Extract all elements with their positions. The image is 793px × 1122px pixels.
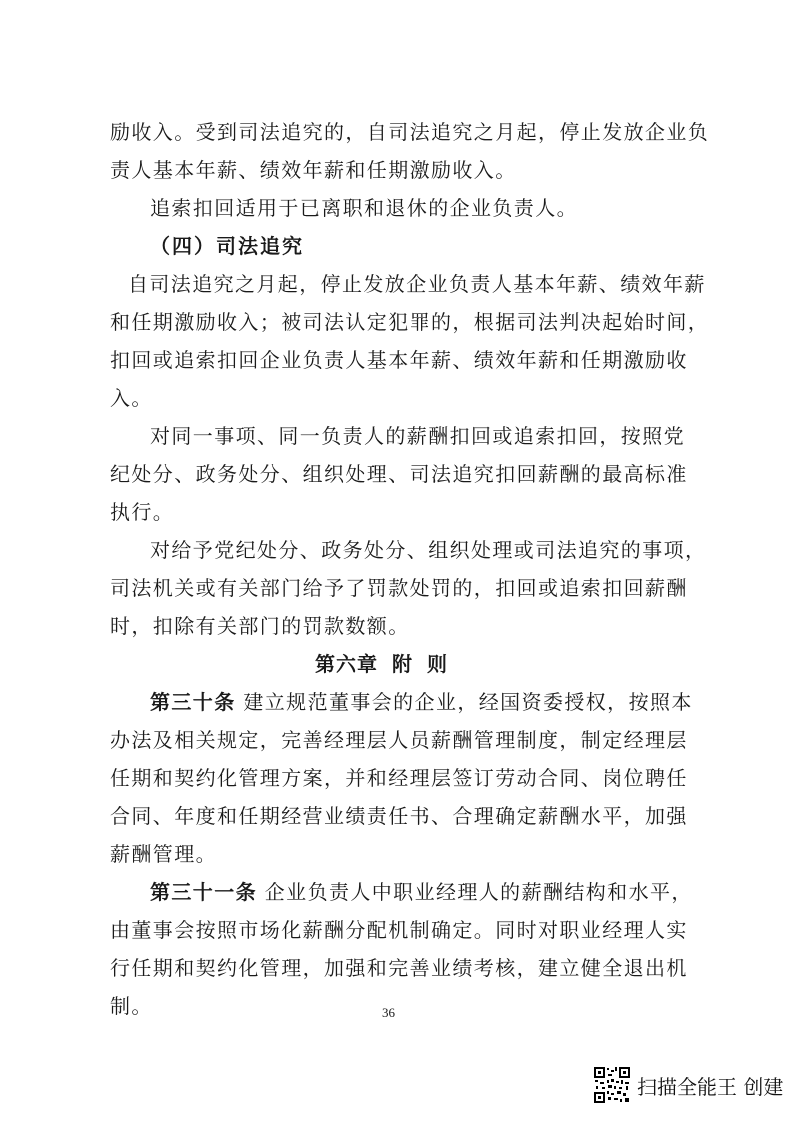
article-31-first-line	[150, 878, 693, 906]
section-heading: （四）司法追究	[150, 234, 304, 258]
text-line: 扣回或追索扣回企业负责人基本年薪、绩效年薪和任期激励收	[110, 348, 688, 372]
text-line: 纪处分、政务处分、组织处理、司法追究扣回薪酬的最高标准	[110, 462, 688, 486]
text-line: 励收入。受到司法追究的，自司法追究之月起，停止发放企业负	[110, 120, 710, 144]
text-line: 执行。	[110, 500, 175, 524]
article-label: 第三十条	[150, 690, 236, 714]
text-line: 对同一事项、同一负责人的薪酬扣回或追索扣回，按照党	[150, 424, 685, 448]
page-number: 36	[382, 1005, 395, 1020]
text-line: 对给予党纪处分、政务处分、组织处理或司法追究的事项，	[150, 538, 707, 562]
text-line: 责人基本年薪、绩效年薪和任期激励收入。	[110, 158, 517, 182]
text-line: 追索扣回适用于已离职和退休的企业负责人。	[150, 196, 578, 220]
text-line: 司法机关或有关部门给予了罚款处罚的，扣回或追索扣回薪酬	[110, 576, 688, 600]
text-line: 薪酬管理。	[110, 842, 217, 866]
text-line: 任期和契约化管理方案，并和经理层签订劳动合同、岗位聘任	[110, 766, 688, 790]
text-line: 由董事会按照市场化薪酬分配机制确定。同时对职业经理人实	[110, 918, 688, 942]
qr-code-icon	[593, 1066, 631, 1104]
article-text: 企业负责人中职业经理人的薪酬结构和水平，	[264, 880, 693, 904]
scanner-brand-text: 扫描全能王 创建	[637, 1074, 784, 1099]
text-line: 行任期和契约化管理，加强和完善业绩考核，建立健全退出机	[110, 956, 688, 980]
scanner-watermark	[593, 1066, 783, 1104]
text-line: 制。	[110, 994, 153, 1018]
chapter-title	[315, 650, 448, 678]
text-line: 入。	[110, 386, 153, 410]
text-line: 和任期激励收入；被司法认定犯罪的，根据司法判决起始时间，	[110, 310, 710, 334]
text-line: 自司法追究之月起，停止发放企业负责人基本年薪、绩效年薪	[128, 272, 706, 296]
chapter-number: 第六章	[315, 652, 378, 676]
text-line: 合同、年度和任期经营业绩责任书、合理确定薪酬水平，加强	[110, 804, 688, 828]
chapter-word-2: 则	[427, 652, 448, 676]
chapter-word-1: 附	[392, 652, 413, 676]
article-label: 第三十一条	[150, 880, 257, 904]
article-text: 建立规范董事会的企业，经国资委授权，按照本	[243, 690, 693, 714]
text-line: 时，扣除有关部门的罚款数额。	[110, 614, 410, 638]
article-30-first-line	[150, 688, 693, 716]
text-line: 办法及相关规定，完善经理层人员薪酬管理制度，制定经理层	[110, 728, 688, 752]
